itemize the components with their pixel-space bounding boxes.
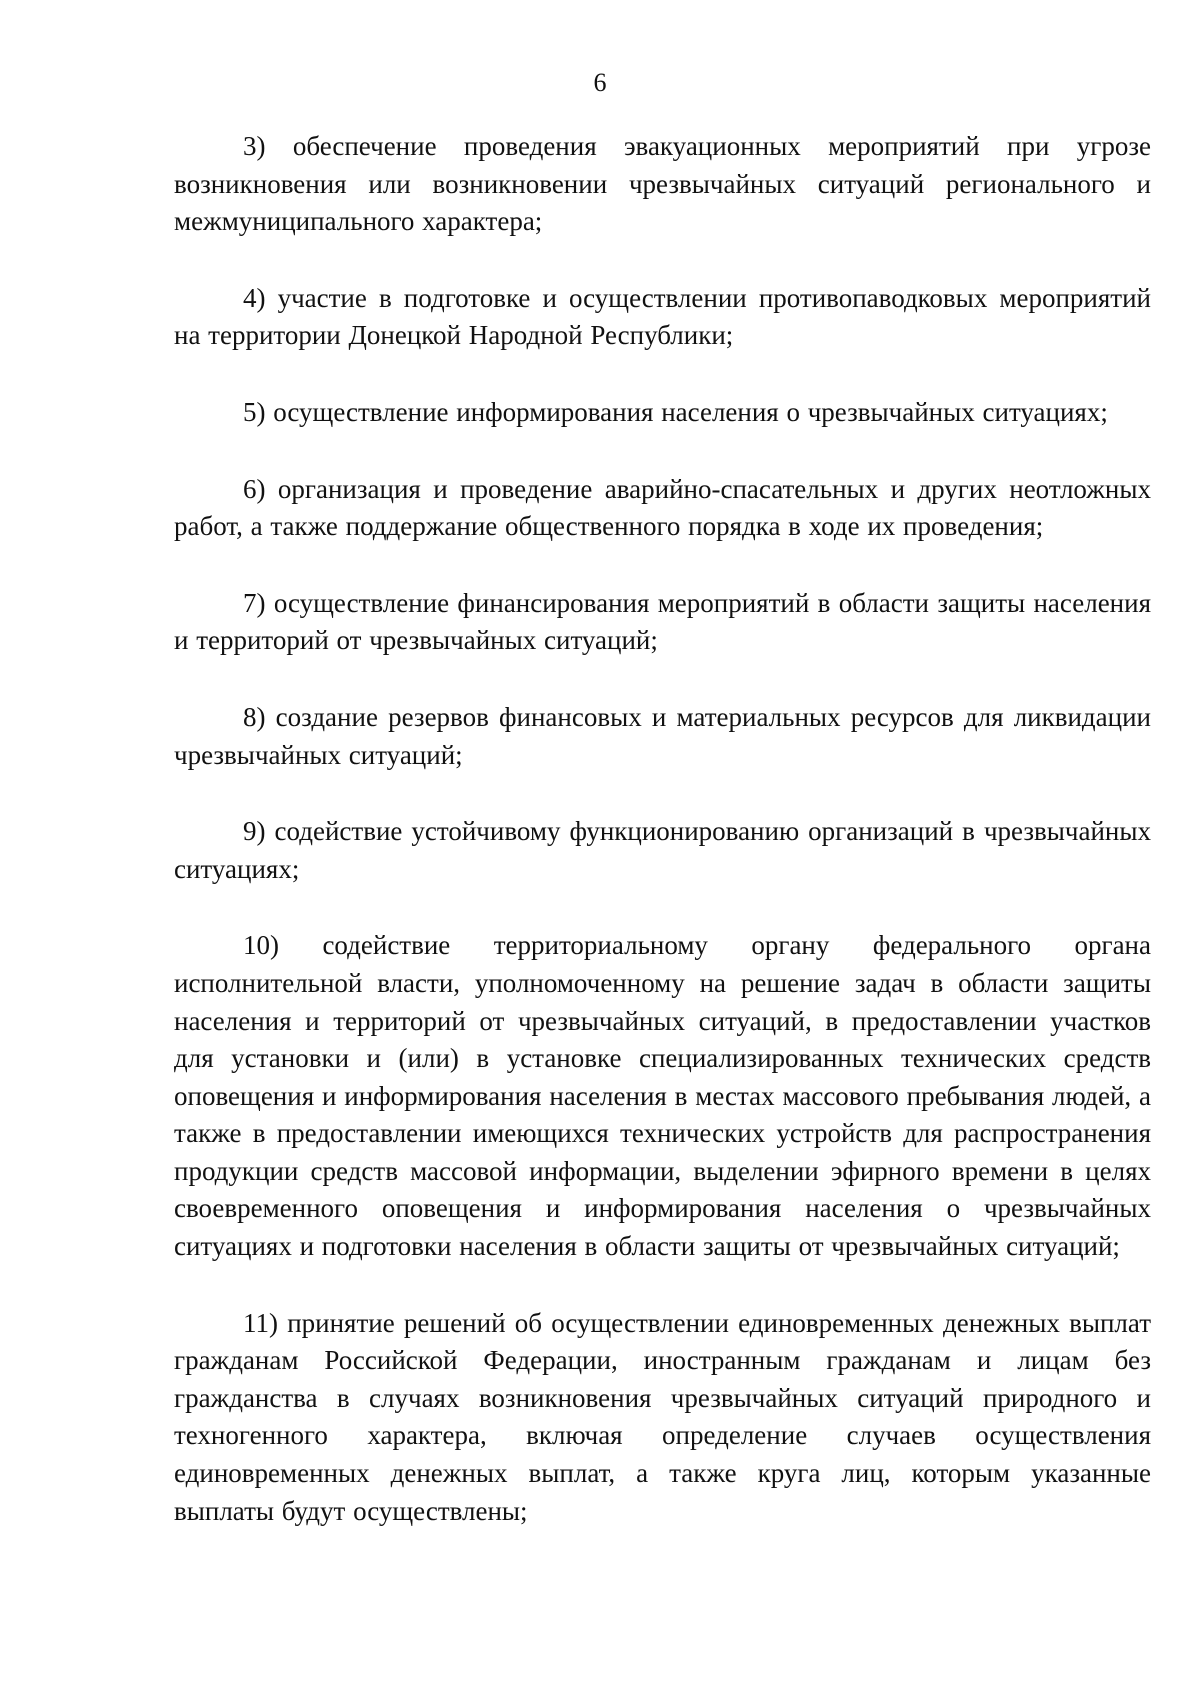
list-item: 9) содействие устойчивому функционированию организаций в чрезвычайных ситуациях; [174,816,1151,884]
list-item: 4) участие в подготовке и осуществлении противопаводковых мероприятий на территории Донецкой Народной Республики; [174,282,1151,351]
page-number: 6 [593,68,607,97]
document-body [174,128,1151,1569]
list-item: 5) осуществление информирования населения о чрезвычайных ситуациях; [243,396,1108,427]
list-item: 11) принятие решений об осуществлении единовременных денежных выплат гражданам Российской Федерации, иностранным гражданам и лицам без гражданства в случаях возникновения чрезвычайных ситуаций природного и техногенного характера, включая определение случаев осуществления единовременных денежных выплат, а также круга лиц, которым указанные выплаты будут осуществлены; [174,1307,1151,1526]
list-item: 8) создание резервов финансовых и материальных ресурсов для ликвидации чрезвычайных ситуаций; [174,701,1151,770]
list-item: 3) обеспечение проведения эвакуационных мероприятий при угрозе возникновения или возникновении чрезвычайных ситуаций регионального и межмуниципального характера; [174,131,1151,237]
list-item: 6) организация и проведение аварийно-спасательных и других неотложных работ, а также поддержание общественного порядка в ходе их проведения; [174,473,1151,542]
list-item: 10) содействие территориальному органу федерального органа исполнительной власти, уполномоченному на решение задач в области защиты населения и территорий от чрезвычайных ситуаций, в предоставлении участков для установки и (или) в установке специализированных технических средств оповещения и информирования населения в местах массового пребывания людей, а также в предоставлении имеющихся технических устройств для распространения продукции средств массовой информации, выделении эфирного времени в целях своевременного оповещения и информирования населения о чрезвычайных ситуациях и подготовки населения в области защиты от чрезвычайных ситуаций; [174,930,1151,1262]
list-item: 7) осуществление финансирования мероприятий в области защиты населения и территорий от чрезвычайных ситуаций; [174,587,1151,656]
